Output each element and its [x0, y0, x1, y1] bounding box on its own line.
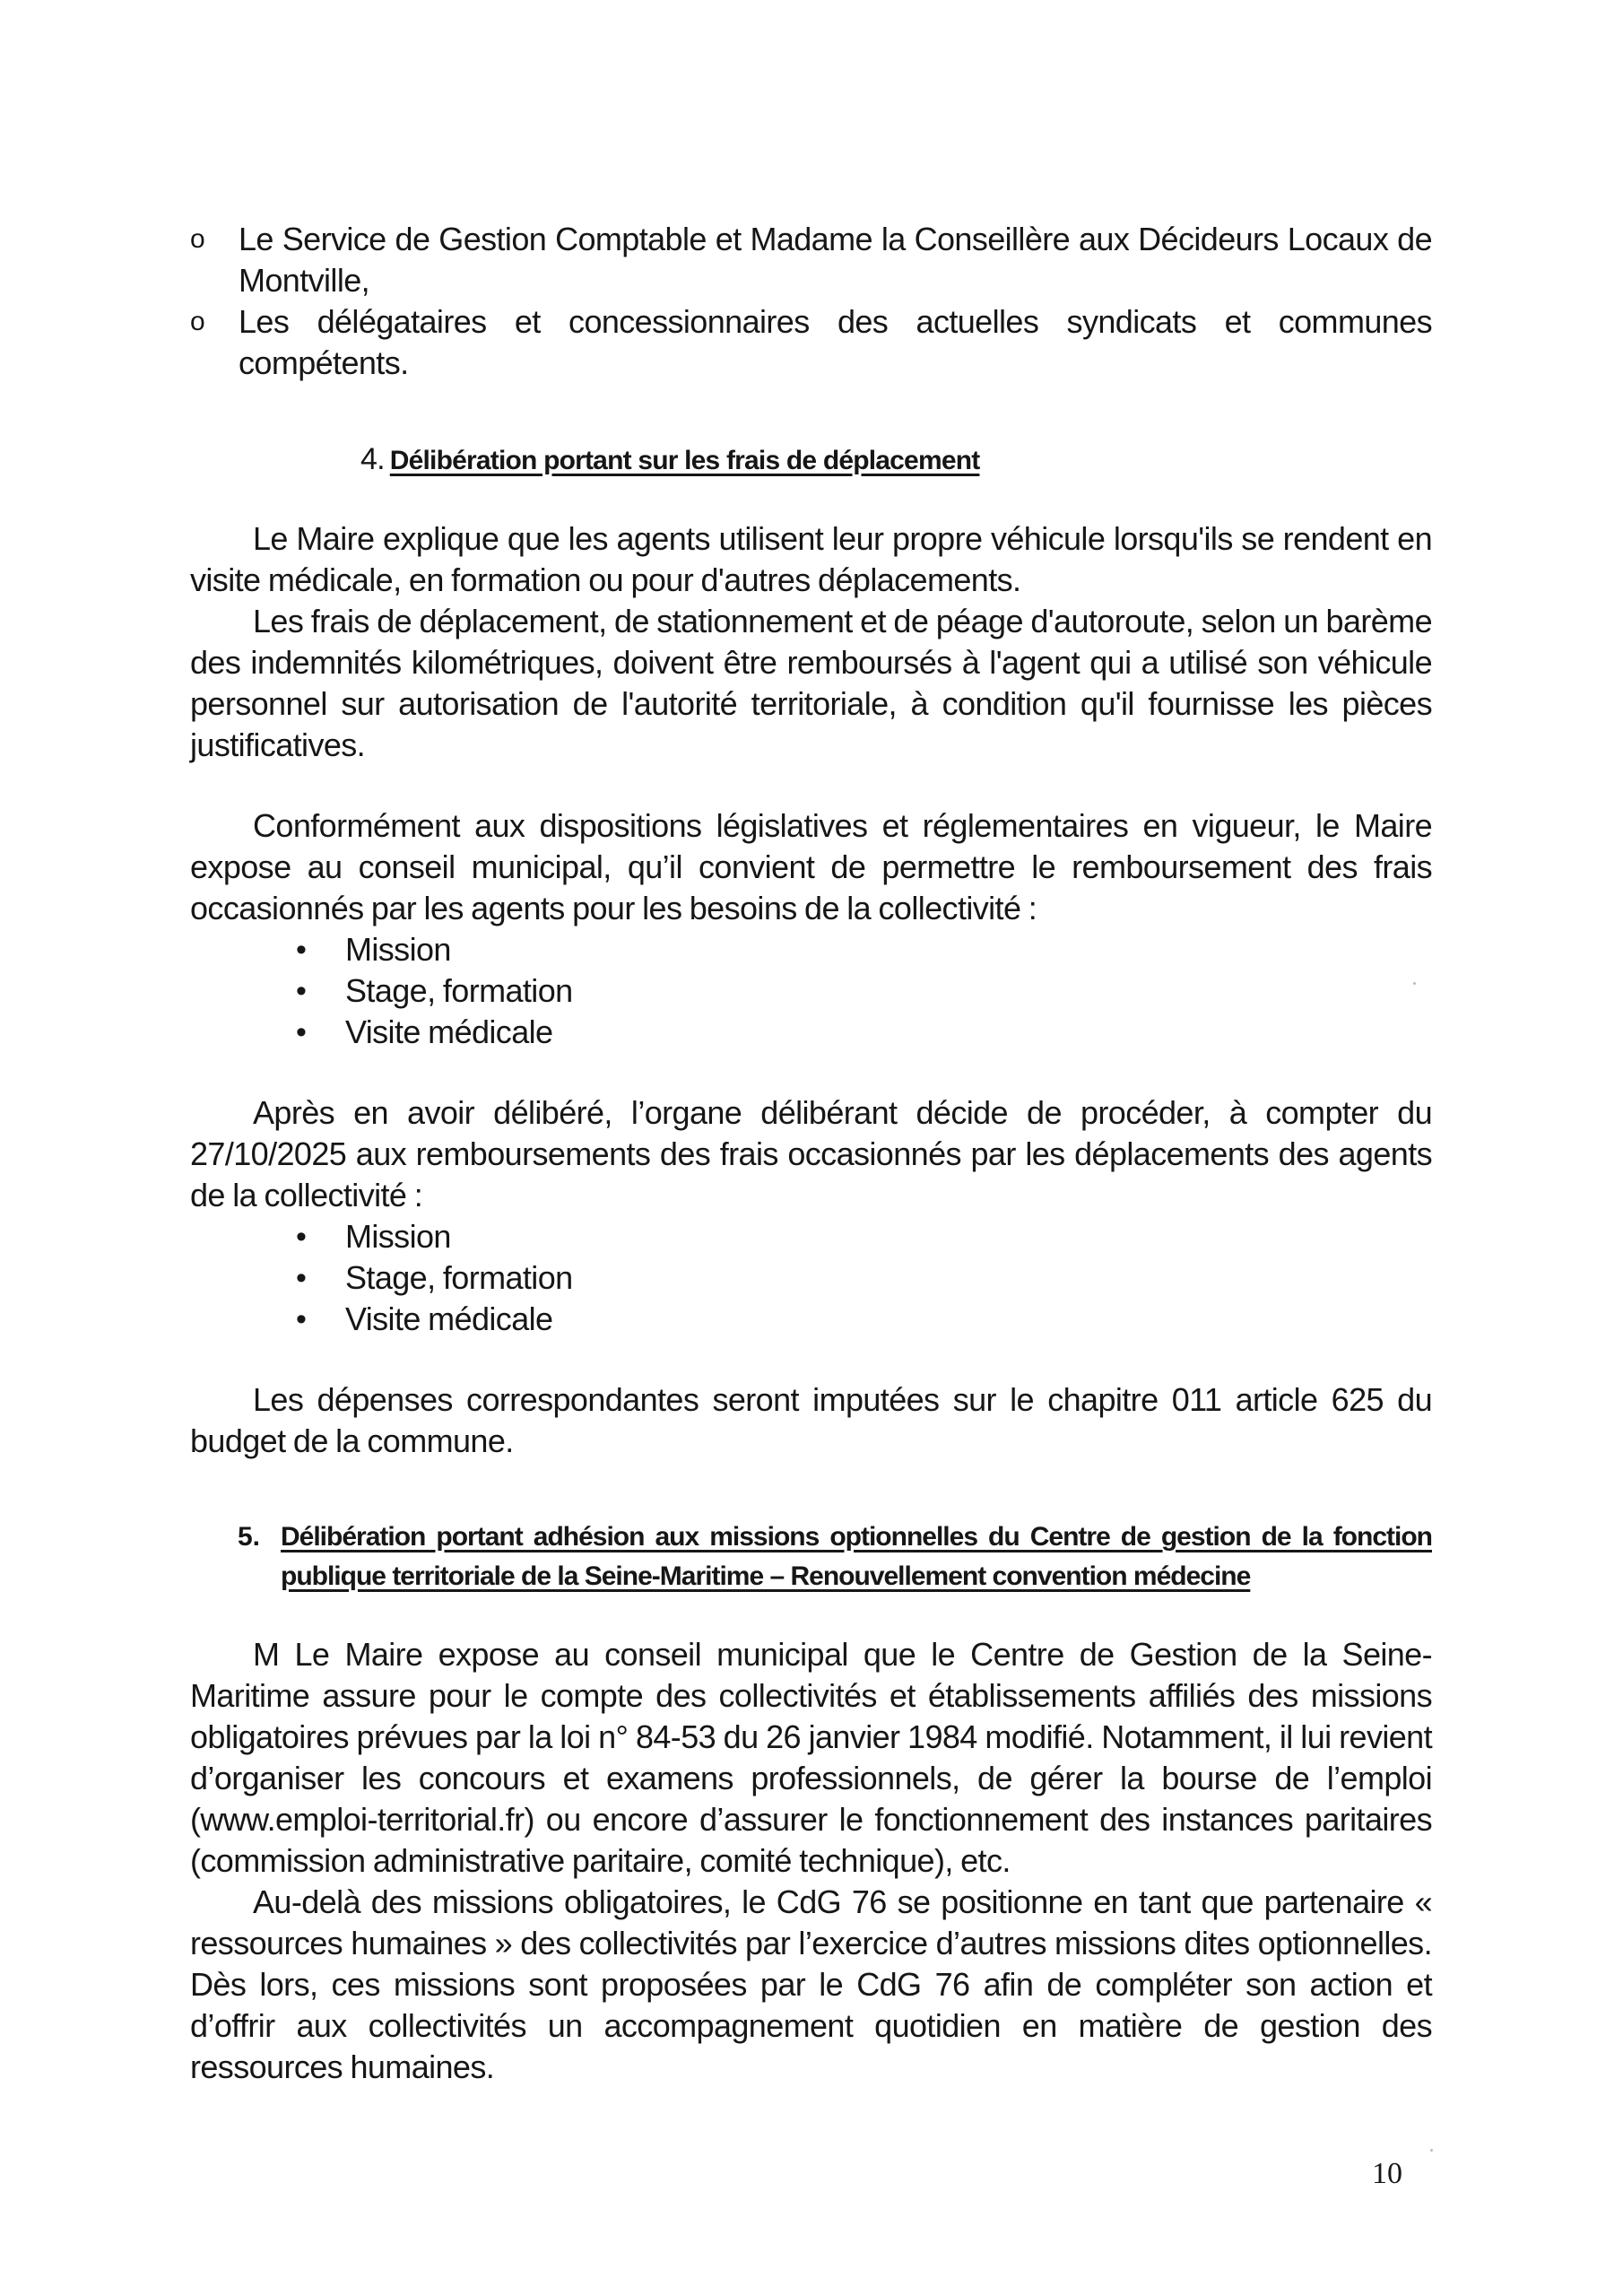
paragraph: M Le Maire expose au conseil municipal que le Centre de Gestion de la Seine-Maritime assure pour le compte des collectivités et établissements affiliés des missions obligatoires prévues par la loi n° 84-53 du 26 janvier 1984 modifié. Notamment, il lui revient d’organiser les concours et examens professionnels, de gérer la bourse de l’emploi (www.emploi-territorial.fr) ou encore d’assurer le fonctionnement des instances paritaires (commission administrative paritaire, comité technique), etc. [190, 1636, 1432, 1879]
bullet-icon: • [296, 974, 307, 1008]
bullet-icon: • [296, 1015, 307, 1049]
paragraph: Conformément aux dispositions législatives et réglementaires en vigueur, le Maire expose au conseil municipal, qu’il convient de permettre le remboursement des frais occasionnés par les agents pour les besoins de la collectivité : [190, 807, 1432, 926]
list-item: • Stage, formation [190, 1257, 1432, 1299]
hollow-bullet-icon: o [190, 307, 205, 336]
paragraph: Les frais de déplacement, de stationnement et de péage d'autoroute, selon un barème des indemnités kilométriques, doivent être remboursés à l'agent qui a utilisé son véhicule personnel sur autorisation de l'autorité territoriale, à condition qu'il fournisse les pièces justificatives. [190, 603, 1432, 763]
section-title: Délibération portant adhésion aux missions optionnelles du Centre de gestion de la fonction publique territoriale de la Seine-Maritime – Renouvellement convention médecine [281, 1522, 1432, 1591]
list-item: • Visite médicale [190, 1299, 1432, 1340]
paragraph: Les dépenses correspondantes seront imputées sur le chapitre 011 article 625 du budget de la commune. [190, 1381, 1432, 1459]
bullet-icon: • [296, 933, 307, 967]
section-title: Délibération portant sur les frais de déplacement [389, 446, 980, 475]
scan-speck [1413, 982, 1416, 985]
scan-speck [1430, 2149, 1433, 2152]
list-item: • Visite médicale [190, 1012, 1432, 1053]
bullet-icon: • [296, 1220, 307, 1254]
intro-list [190, 219, 1432, 384]
page-number: 10 [1372, 2157, 1402, 2190]
list-item: o Le Service de Gestion Comptable et Madame la Conseillère aux Décideurs Locaux de Montville, [190, 221, 1432, 299]
bullet-icon: • [296, 1302, 307, 1336]
list-item: o Les délégataires et concessionnaires des actuelles syndicats et communes compétents. [190, 303, 1432, 381]
list-item: • Stage, formation [190, 970, 1432, 1012]
paragraph: Après en avoir délibéré, l’organe délibérant décide de procéder, à compter du 27/10/2025 aux remboursements des frais occasionnés par les déplacements des agents de la collectivité : [190, 1094, 1432, 1213]
bullet-list [190, 929, 1432, 1053]
hollow-bullet-icon: o [190, 224, 205, 254]
section-number: 5. [238, 1522, 261, 1552]
paragraph: Au-delà des missions obligatoires, le CdG 76 se positionne en tant que partenaire « ressources humaines » des collectivités par l’exercice d’autres missions dites optionnelles. Dès lors, ces missions sont proposées par le CdG 76 afin de compléter son action et d’offrir aux collectivités un accompagnement quotidien en matière de gestion des ressources humaines. [190, 1883, 1432, 2085]
section-4-heading [360, 439, 1432, 481]
section-number: 4. [360, 442, 385, 476]
section-5-heading [238, 1518, 1432, 1596]
bullet-icon: • [296, 1261, 307, 1295]
list-item: • Mission [190, 1216, 1432, 1257]
bullet-list [190, 1216, 1432, 1340]
list-item: • Mission [190, 929, 1432, 970]
paragraph: Le Maire explique que les agents utilisent leur propre véhicule lorsqu'ils se rendent en visite médicale, en formation ou pour d'autres déplacements. [190, 520, 1432, 598]
